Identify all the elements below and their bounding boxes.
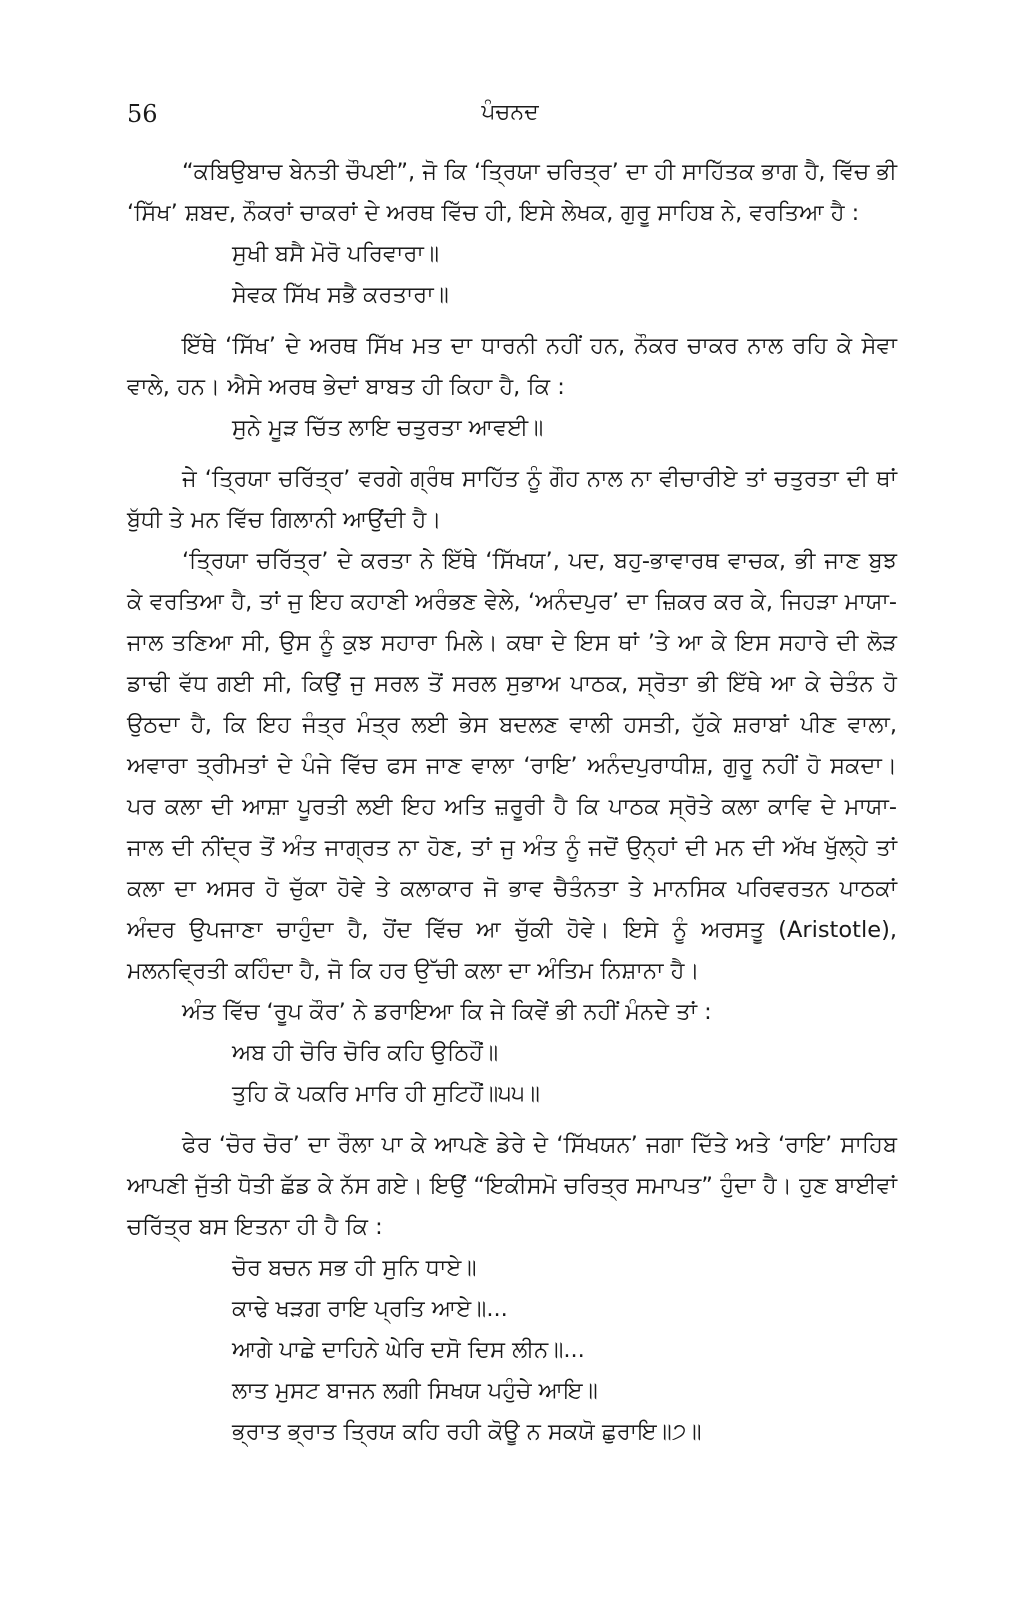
verse-line: ਭ੍ਰਾਤ ਭ੍ਰਾਤ ਤ੍ਰਿਯ ਕਹਿ ਰਹੀ ਕੋਊ ਨ ਸਕਯੋ ਛੁਰਾਇ॥੭॥ <box>232 1419 702 1445</box>
paragraph: ‘ਤ੍ਰਿਯਾ ਚਰਿੱਤ੍ਰ’ ਦੇ ਕਰਤਾ ਨੇ ਇੱਥੇ ‘ਸਿੱਖਯ’, ਪਦ, ਬਹੁ-ਭਾਵਾਰਥ ਵਾਚਕ, ਭੀ ਜਾਣ ਬੁਝ ਕੇ ਵਰਤਿਆ ਹੈ, ਤਾਂ ਜੁ ਇਹ ਕਹਾਣੀ ਅਰੰਭਣ ਵੇਲੇ, ‘ਅਨੰਦਪੁਰ’ ਦਾ ਜ਼ਿਕਰ ਕਰ ਕੇ, ਜਿਹੜਾ ਮਾਯਾ-ਜਾਲ ਤਣਿਆ ਸੀ, ਉਸ ਨੂੰ ਕੁਝ ਸਹਾਰਾ ਮਿਲੇ। ਕਥਾ ਦੇ ਇਸ ਥਾਂ ’ਤੇ ਆ ਕੇ ਇਸ ਸਹਾਰੇ ਦੀ ਲੋੜ ਡਾਢੀ ਵੱਧ ਗਈ ਸੀ, ਕਿਉਂ ਜੁ ਸਰਲ ਤੋਂ ਸਰਲ ਸੁਭਾਅ ਪਾਠਕ, ਸ੍ਰੋਤਾ ਭੀ ਇੱਥੇ ਆ ਕੇ ਚੇਤੰਨ ਹੋ ਉਠਦਾ ਹੈ, ਕਿ ਇਹ ਜੰਤ੍ਰ ਮੰਤ੍ਰ ਲਈ ਭੇਸ ਬਦਲਣ ਵਾਲੀ ਹਸਤੀ, ਹੁੱਕੇ ਸ਼ਰਾਬਾਂ ਪੀਣ ਵਾਲਾ, ਅਵਾਰਾ ਤ੍ਰੀਮਤਾਂ ਦੇ ਪੰਜੇ ਵਿੱਚ ਫਸ ਜਾਣ ਵਾਲਾ ‘ਰਾਇ’ ਅਨੰਦਪੁਰਾਧੀਸ਼, ਗੁਰੂ ਨਹੀਂ ਹੋ ਸਕਦਾ। ਪਰ ਕਲਾ ਦੀ ਆਸ਼ਾ ਪੂਰਤੀ ਲਈ ਇਹ ਅਤਿ ਜ਼ਰੂਰੀ ਹੈ ਕਿ ਪਾਠਕ ਸ੍ਰੋਤੇ ਕਲਾ ਕਾਵਿ ਦੇ ਮਾਯਾ-ਜਾਲ ਦੀ ਨੀਂਦ੍ਰ ਤੋਂ ਅੰਤ ਜਾਗ੍ਰਤ ਨਾ ਹੋਣ, ਤਾਂ ਜੁ ਅੰਤ ਨੂੰ ਜਦੋਂ ਉਨ੍ਹਾਂ ਦੀ ਮਨ ਦੀ ਅੱਖ ਖੁੱਲ੍ਹੇ ਤਾਂ ਕਲਾ ਦਾ ਅਸਰ ਹੋ ਚੁੱਕਾ ਹੋਵੇ ਤੇ ਕਲਾਕਾਰ ਜੋ ਭਾਵ ਚੈਤੰਨਤਾ ਤੇ ਮਾਨਸਿਕ ਪਰਿਵਰਤਨ ਪਾਠਕਾਂ ਅੰਦਰ ਉਪਜਾਣਾ ਚਾਹੁੰਦਾ ਹੈ, ਹੋਂਦ ਵਿੱਚ ਆ ਚੁੱਕੀ ਹੋਵੇ। ਇਸੇ ਨੂੰ ਅਰਸਤੂ (Aristotle), ਮਲਨਵ੍ਰਿਤੀ ਕਹਿੰਦਾ ਹੈ, ਜੋ ਕਿ ਹਰ ਉੱਚੀ ਕਲਾ ਦਾ ਅੰਤਿਮ ਨਿਸ਼ਾਨਾ ਹੈ। <box>127 548 897 984</box>
running-head: ਪੰਚਨਦ <box>481 100 539 125</box>
verse-line: ਸੁਨੇ ਮੂੜ ਚਿੱਤ ਲਾਇ ਚਤੁਰਤਾ ਆਵਈ॥ <box>232 415 544 441</box>
verse-line: ਸੇਵਕ ਸਿੱਖ ਸਭੈ ਕਰਤਾਰਾ॥ <box>232 282 449 308</box>
verse-line: ਕਾਢੇ ਖੜਗ ਰਾਇ ਪ੍ਰਤਿ ਆਏ॥... <box>232 1296 508 1322</box>
paragraph: ਫੇਰ ‘ਚੋਰ ਚੋਰ’ ਦਾ ਰੌਲਾ ਪਾ ਕੇ ਆਪਣੇ ਡੇਰੇ ਦੇ ‘ਸਿੱਖਯਨ’ ਜਗਾ ਦਿੱਤੇ ਅਤੇ ‘ਰਾਇ’ ਸਾਹਿਬ ਆਪਣੀ ਜੁੱਤੀ ਧੋਤੀ ਛੱਡ ਕੇ ਨੱਸ ਗਏ। ਇਉਂ “ਇਕੀਸਮੋ ਚਰਿਤ੍ਰ ਸਮਾਪਤ” ਹੁੰਦਾ ਹੈ। ਹੁਣ ਬਾਈਵਾਂ ਚਰਿੱਤ੍ਰ ਬਸ ਇਤਨਾ ਹੀ ਹੈ ਕਿ : <box>127 1132 897 1240</box>
verse-line: ਆਗੇ ਪਾਛੇ ਦਾਹਿਨੇ ਘੇਰਿ ਦਸੋ ਦਿਸ ਲੀਨ॥... <box>232 1337 585 1363</box>
verse-line: ਤੁਹਿ ਕੋ ਪਕਰਿ ਮਾਰਿ ਹੀ ਸੁਟਿਹੌਂ॥੫੫॥ <box>232 1081 540 1107</box>
page-header <box>127 100 893 140</box>
body-text <box>127 152 897 1453</box>
verse-line: ਸੁਖੀ ਬਸੈ ਮੋਰੋ ਪਰਿਵਾਰਾ॥ <box>232 241 440 267</box>
page-number: 56 <box>127 100 158 128</box>
verse-line: ਚੋਰ ਬਚਨ ਸਭ ਹੀ ਸੁਨਿ ਧਾਏ॥ <box>232 1255 477 1281</box>
verse-line: ਅਬ ਹੀ ਚੋਰਿ ਚੋਰਿ ਕਹਿ ਉਠਿਹੌਂ॥ <box>232 1040 499 1066</box>
paragraph: ਇੱਥੇ ‘ਸਿੱਖ’ ਦੇ ਅਰਥ ਸਿੱਖ ਮਤ ਦਾ ਧਾਰਨੀ ਨਹੀਂ ਹਨ, ਨੌਕਰ ਚਾਕਰ ਨਾਲ ਰਹਿ ਕੇ ਸੇਵਾ ਵਾਲੇ, ਹਨ। ਐਸੇ ਅਰਥ ਭੇਦਾਂ ਬਾਬਤ ਹੀ ਕਿਹਾ ਹੈ, ਕਿ : <box>127 333 897 400</box>
verse-line: ਲਾਤ ਮੁਸਟ ਬਾਜਨ ਲਗੀ ਸਿਖਯ ਪਹੁੰਚੇ ਆਇ॥ <box>232 1378 598 1404</box>
paragraph: ਅੰਤ ਵਿੱਚ ‘ਰੂਪ ਕੌਰ’ ਨੇ ਡਰਾਇਆ ਕਿ ਜੇ ਕਿਵੇਂ ਭੀ ਨਹੀਂ ਮੰਨਦੇ ਤਾਂ : <box>182 999 712 1025</box>
paragraph: “ਕਬਿਉਬਾਚ ਬੇਨਤੀ ਚੌਪਈ”, ਜੋ ਕਿ ‘ਤ੍ਰਿਯਾ ਚਰਿਤ੍ਰ’ ਦਾ ਹੀ ਸਾਹਿੱਤਕ ਭਾਗ ਹੈ, ਵਿੱਚ ਭੀ ‘ਸਿੱਖ’ ਸ਼ਬਦ, ਨੌਕਰਾਂ ਚਾਕਰਾਂ ਦੇ ਅਰਥ ਵਿੱਚ ਹੀ, ਇਸੇ ਲੇਖਕ, ਗੁਰੂ ਸਾਹਿਬ ਨੇ, ਵਰਤਿਆ ਹੈ : <box>127 159 897 226</box>
paragraph: ਜੇ ‘ਤ੍ਰਿਯਾ ਚਰਿੱਤ੍ਰ’ ਵਰਗੇ ਗ੍ਰੰਥ ਸਾਹਿੱਤ ਨੂੰ ਗੌਹ ਨਾਲ ਨਾ ਵੀਚਾਰੀਏ ਤਾਂ ਚਤੁਰਤਾ ਦੀ ਥਾਂ ਬੁੱਧੀ ਤੇ ਮਨ ਵਿੱਚ ਗਿਲਾਨੀ ਆਉਂਦੀ ਹੈ। <box>127 466 897 533</box>
